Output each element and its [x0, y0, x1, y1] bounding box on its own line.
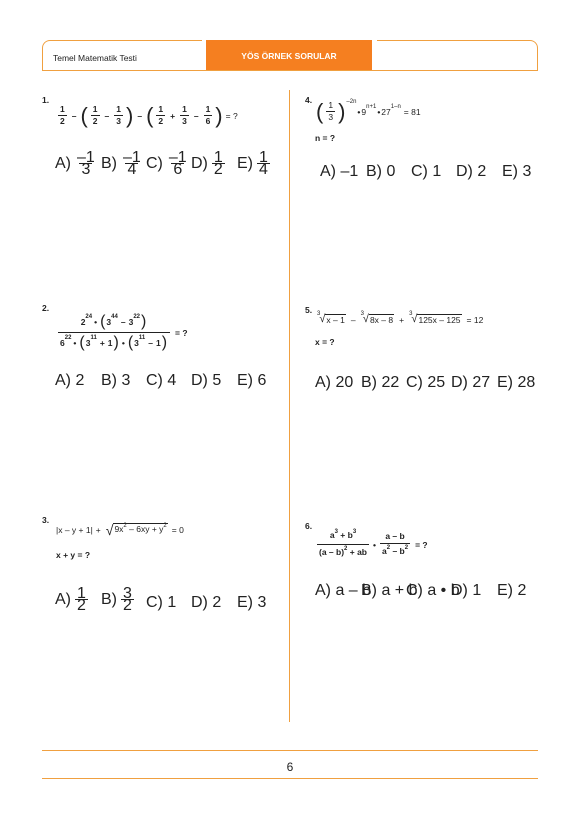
- answer-option[interactable]: C) 25: [406, 374, 446, 391]
- answer-option[interactable]: C) $\frac{-1}{6}$: [146, 149, 187, 178]
- question-1-options: [55, 149, 285, 178]
- option-fraction: $\frac{-1}{3}$: [77, 149, 95, 178]
- answer-option[interactable]: D) 27: [451, 374, 491, 391]
- header-right-box: [377, 40, 538, 70]
- fraction: $\frac{1}{3}$: [116, 104, 121, 126]
- fraction: $\frac{1}{2}$: [60, 104, 65, 126]
- question-3-number: 3.: [42, 515, 50, 525]
- fraction: $\frac{1}{3}$: [182, 104, 187, 126]
- option-fraction: $\frac{1}{2}$: [213, 149, 223, 178]
- question-3-options: [55, 585, 285, 614]
- header-section-badge: YÖS ÖRNEK SORULAR: [206, 40, 372, 70]
- question-5-ask: x = ?: [315, 337, 335, 347]
- answer-option[interactable]: D) 2: [191, 594, 222, 611]
- question-4-ask: n = ?: [315, 133, 336, 143]
- answer-option[interactable]: A) 20: [315, 374, 354, 391]
- question-2-number: 2.: [42, 303, 50, 313]
- answer-option[interactable]: B) $\frac{-1}{4}$: [101, 149, 141, 178]
- question-3-ask: x + y = ?: [56, 550, 91, 560]
- answer-option[interactable]: E) 2: [497, 582, 527, 599]
- answer-option[interactable]: D) $\frac{1}{2}$: [191, 149, 223, 178]
- fraction: $\frac{1}{2}$: [158, 104, 164, 126]
- square-root: √ $9x^2 - 6xy + y^2$: [105, 522, 167, 538]
- header-rule: [42, 70, 538, 71]
- answer-option[interactable]: A) a – b: [315, 582, 372, 599]
- footer-rule-bottom: [42, 778, 538, 779]
- fraction: $\frac{1}{2}$: [92, 104, 98, 126]
- cube-root: 3 √ 125x – 125: [409, 311, 461, 325]
- big-fraction: 2 24 • ( 3 44 – 3 22 ) 6 22 • ( 3 11 + 1 ) • ( 3 11 – 1 ): [58, 312, 170, 353]
- answer-option[interactable]: B) a + b: [361, 582, 418, 599]
- question-4-options: [320, 163, 550, 180]
- header-title: Temel Matematik Testi: [42, 40, 202, 70]
- question-5-expression: 3 √ x – 1 – 3 √ 8x – 8 + 3 √ 125x – 125 = 12: [317, 311, 484, 325]
- cube-root: 3 √ 8x – 8: [360, 311, 394, 325]
- question-3-expression: |x – y + 1| + √ $9x^2 - 6xy + y^2$ = 0: [56, 522, 184, 538]
- answer-option[interactable]: A) 2: [55, 372, 85, 389]
- answer-option[interactable]: D) 1: [451, 582, 482, 599]
- answer-option[interactable]: B) $\frac{3}{2}$: [101, 585, 132, 614]
- option-fraction: $\frac{-1}{6}$: [168, 149, 187, 178]
- column-divider: [289, 90, 290, 722]
- question-2-expression: 2 24 • ( 3 44 – 3 22 ) 6 22 • ( 3 11 + 1 ) • ( 3 11 – 1 ) = ?: [60, 313, 188, 351]
- answer-option[interactable]: D) 5: [191, 372, 222, 389]
- cube-root: 3 √ x – 1: [317, 311, 345, 325]
- option-fraction: $\frac{3}{2}$: [123, 585, 132, 614]
- question-1-number: 1.: [42, 95, 50, 105]
- option-fraction: $\frac{1}{4}$: [259, 149, 268, 178]
- answer-option[interactable]: D) 2: [456, 163, 487, 180]
- answer-option[interactable]: B) 0: [366, 163, 396, 180]
- fraction: $\frac{1}{3}$: [328, 100, 334, 122]
- answer-option[interactable]: B) 22: [361, 374, 400, 391]
- question-6-options: [315, 582, 545, 599]
- question-4-number: 4.: [305, 95, 313, 105]
- fraction: $\frac{a - b}{a^2 - b^2}$: [380, 529, 410, 560]
- answer-option[interactable]: E) $\frac{1}{4}$: [237, 149, 268, 178]
- page-number: 6: [286, 760, 294, 774]
- answer-option[interactable]: A) –1: [320, 163, 359, 180]
- question-5-number: 5.: [305, 305, 313, 315]
- question-1-expression: $\frac{1}{2}$ – ( $\frac{1}{2}$ – $\frac{1}{3}$ ) – ( $\frac{1}{2}$ + $\frac{1}{3}$ – $\frac{1}{6}$ ) = ?: [60, 102, 238, 128]
- answer-option[interactable]: C) 1: [411, 163, 442, 180]
- answer-option[interactable]: A) $\frac{1}{2}$: [55, 585, 86, 614]
- question-6-number: 6.: [305, 521, 313, 531]
- answer-option[interactable]: E) 6: [237, 372, 267, 389]
- option-fraction: $\frac{1}{2}$: [77, 585, 86, 614]
- fraction: $\frac{a^3 + b^3}{(a - b)^2 + ab}$: [317, 528, 369, 561]
- answer-option[interactable]: B) 3: [101, 372, 131, 389]
- question-5-options: [315, 374, 545, 391]
- fraction: $\frac{1}{6}$: [205, 104, 211, 126]
- answer-option[interactable]: E) 3: [502, 163, 532, 180]
- question-6-expression: $\frac{a^3 + b^3}{(a - b)^2 + ab}$ • $\frac{a - b}{a^2 - b^2}$ = ?: [315, 528, 428, 561]
- answer-option[interactable]: E) 28: [497, 374, 536, 391]
- question-2-options: [55, 372, 285, 389]
- footer-rule-top: [42, 750, 538, 751]
- option-fraction: $\frac{-1}{4}$: [123, 149, 141, 178]
- answer-option[interactable]: C) 4: [146, 372, 177, 389]
- answer-option[interactable]: C) 1: [146, 594, 177, 611]
- answer-option[interactable]: C) a • b: [406, 582, 460, 599]
- question-4-expression: ( $\frac{1}{3}$ ) –2n • 9 n+1 • 27 1–n = 81: [316, 98, 421, 124]
- answer-option[interactable]: A) $\frac{-1}{3}$: [55, 149, 95, 178]
- answer-option[interactable]: E) 3: [237, 594, 267, 611]
